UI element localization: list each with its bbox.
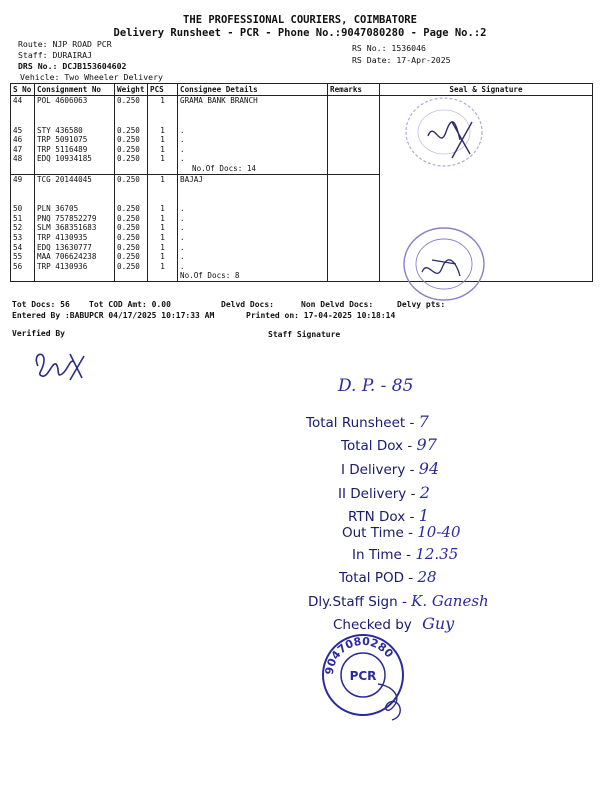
cell-remarks bbox=[328, 233, 380, 243]
cell-weight: 0.250 bbox=[115, 233, 148, 243]
col-sno: S No bbox=[11, 84, 35, 96]
cell-consignee: . bbox=[178, 223, 328, 233]
cell-remarks bbox=[328, 214, 380, 224]
cell-sno: 56 bbox=[11, 262, 35, 272]
cell-pcs: 1 bbox=[148, 145, 178, 155]
cell-remarks bbox=[328, 96, 380, 106]
dp-value: D. P. - 85 bbox=[338, 376, 414, 396]
dly-staff-sign-value: K. Ganesh bbox=[411, 592, 489, 610]
verified-signature bbox=[30, 344, 90, 384]
cell-consignee: . bbox=[178, 204, 328, 214]
cell-sno: 46 bbox=[11, 135, 35, 145]
cell-remarks bbox=[328, 252, 380, 262]
branch-stamp-1 bbox=[400, 92, 496, 182]
cell-remarks bbox=[328, 154, 380, 164]
in-time-line bbox=[352, 545, 458, 563]
cell-remarks bbox=[328, 204, 380, 214]
cell-weight: 0.250 bbox=[115, 252, 148, 262]
total-runsheet-value: 7 bbox=[418, 412, 429, 431]
seal-signature-scribble bbox=[372, 676, 412, 726]
cell-remarks bbox=[328, 126, 380, 136]
cell-sno: 48 bbox=[11, 154, 35, 164]
cell-consignment: POL 4606063 bbox=[35, 96, 115, 106]
checked-by-label: Checked by bbox=[333, 617, 412, 633]
out-time-value: 10-40 bbox=[417, 523, 461, 541]
cell-consignment: PLN 36705 bbox=[35, 204, 115, 214]
cell-remarks bbox=[328, 262, 380, 272]
col-consignee: Consignee Details bbox=[178, 84, 328, 96]
col-remarks: Remarks bbox=[328, 84, 380, 96]
cell-sno: 52 bbox=[11, 223, 35, 233]
rs-date: RS Date: 17-Apr-2025 bbox=[352, 55, 451, 65]
total-docs: Tot Docs: 56 bbox=[12, 300, 70, 309]
cell-consignment: PNQ 757852279 bbox=[35, 214, 115, 224]
docs-count: No.Of Docs: 14 bbox=[178, 164, 328, 174]
verified-by-label: Verified By bbox=[12, 329, 65, 338]
cell-consignment: TCG 20144045 bbox=[35, 174, 115, 184]
dly-staff-sign-label: Dly.Staff Sign - bbox=[308, 594, 407, 610]
cell-consignment: TRP 5116489 bbox=[35, 145, 115, 155]
cell-weight: 0.250 bbox=[115, 243, 148, 253]
second-delivery-value: 2 bbox=[419, 483, 430, 502]
cell-remarks bbox=[328, 135, 380, 145]
cell-pcs: 1 bbox=[148, 223, 178, 233]
delivered-docs: Delvd Docs: bbox=[221, 300, 274, 309]
company-title: THE PROFESSIONAL COURIERS, COIMBATORE bbox=[183, 14, 417, 26]
cell-remarks bbox=[328, 243, 380, 253]
col-seal-signature: Seal & Signature bbox=[380, 84, 593, 96]
cell-pcs: 1 bbox=[148, 252, 178, 262]
seal-number: 9047080280 bbox=[322, 634, 396, 676]
cell-consignee: GRAMA BANK BRANCH bbox=[178, 96, 328, 106]
cell-consignment: TRP 4130936 bbox=[35, 262, 115, 272]
cell-consignment: SLM 368351683 bbox=[35, 223, 115, 233]
col-consignment: Consignment No bbox=[35, 84, 115, 96]
dp-note bbox=[338, 376, 413, 396]
non-delivered-docs: Non Delvd Docs: bbox=[301, 300, 374, 309]
seal-text: PCR bbox=[349, 669, 377, 683]
cell-pcs: 1 bbox=[148, 96, 178, 106]
second-delivery-line bbox=[338, 483, 430, 502]
table-header-row bbox=[11, 84, 593, 96]
cell-pcs: 1 bbox=[148, 135, 178, 145]
cell-pcs: 1 bbox=[148, 233, 178, 243]
cell-sno: 49 bbox=[11, 174, 35, 184]
cell-weight: 0.250 bbox=[115, 96, 148, 106]
cell-weight: 0.250 bbox=[115, 154, 148, 164]
docs-count: No.Of Docs: 8 bbox=[178, 271, 328, 281]
staff-text: Staff: DURAIRAJ bbox=[18, 50, 92, 60]
cell-pcs: 1 bbox=[148, 174, 178, 184]
total-runsheet-label: Total Runsheet - bbox=[306, 415, 415, 431]
branch-stamp-2 bbox=[398, 224, 494, 308]
cell-consignee: . bbox=[178, 135, 328, 145]
cell-consignee: . bbox=[178, 145, 328, 155]
cell-consignment: TRP 4130935 bbox=[35, 233, 115, 243]
cell-pcs: 1 bbox=[148, 262, 178, 272]
total-dox-line bbox=[341, 435, 437, 454]
delivery-points: Delvy pts: bbox=[397, 300, 446, 309]
cell-pcs: 1 bbox=[148, 214, 178, 224]
cell-consignment: TRP 5091075 bbox=[35, 135, 115, 145]
cell-consignment: EDQ 13630777 bbox=[35, 243, 115, 253]
first-delivery-value: 94 bbox=[418, 459, 440, 478]
cell-consignee: BAJAJ bbox=[178, 174, 328, 184]
cell-weight: 0.250 bbox=[115, 262, 148, 272]
total-pod-label: Total POD - bbox=[339, 570, 414, 586]
cell-weight: 0.250 bbox=[115, 223, 148, 233]
cell-consignee: . bbox=[178, 214, 328, 224]
first-delivery-label: I Delivery - bbox=[341, 462, 415, 478]
total-runsheet-line bbox=[306, 412, 429, 431]
runsheet-title: Delivery Runsheet - PCR - Phone No.:9047080280 - Page No.:2 bbox=[113, 27, 487, 39]
vehicle-text: Vehicle: Two Wheeler Delivery bbox=[20, 72, 163, 82]
runsheet-table bbox=[10, 83, 593, 282]
cell-weight: 0.250 bbox=[115, 214, 148, 224]
rtn-dox-label: RTN Dox - bbox=[348, 509, 415, 525]
cell-remarks bbox=[328, 145, 380, 155]
cell-sno: 44 bbox=[11, 96, 35, 106]
cell-consignment: MAA 706624238 bbox=[35, 252, 115, 262]
cell-weight: 0.250 bbox=[115, 174, 148, 184]
col-pcs: PCS bbox=[148, 84, 178, 96]
cell-remarks bbox=[328, 223, 380, 233]
in-time-value: 12.35 bbox=[415, 545, 459, 563]
total-dox-label: Total Dox - bbox=[341, 438, 413, 454]
cell-remarks bbox=[328, 174, 380, 184]
cell-pcs: 1 bbox=[148, 154, 178, 164]
cell-sno: 45 bbox=[11, 126, 35, 136]
cell-weight: 0.250 bbox=[115, 145, 148, 155]
cell-sno: 53 bbox=[11, 233, 35, 243]
table-row bbox=[11, 96, 593, 106]
cell-consignee: . bbox=[178, 126, 328, 136]
total-pod-value: 28 bbox=[417, 568, 437, 586]
cell-consignment: EDQ 10934185 bbox=[35, 154, 115, 164]
cell-consignee: . bbox=[178, 243, 328, 253]
cell-pcs: 1 bbox=[148, 243, 178, 253]
in-time-label: In Time - bbox=[352, 547, 412, 563]
total-cod-amount: Tot COD Amt: 0.00 bbox=[89, 300, 171, 309]
cell-consignee: . bbox=[178, 252, 328, 262]
cell-consignee: . bbox=[178, 233, 328, 243]
rs-number: RS No.: 1536046 bbox=[352, 43, 426, 53]
staff-signature-label: Staff Signature bbox=[268, 330, 341, 339]
total-pod-line bbox=[339, 568, 437, 586]
col-weight: Weight bbox=[115, 84, 148, 96]
route-text: Route: NJP ROAD PCR bbox=[18, 39, 112, 49]
first-delivery-line bbox=[341, 459, 439, 478]
cell-consignment: STY 436580 bbox=[35, 126, 115, 136]
rtn-dox-value: 1 bbox=[418, 506, 429, 525]
cell-weight: 0.250 bbox=[115, 135, 148, 145]
cell-pcs: 1 bbox=[148, 126, 178, 136]
dly-staff-sign-line bbox=[308, 592, 489, 610]
cell-sno: 47 bbox=[11, 145, 35, 155]
out-time-line bbox=[342, 523, 461, 541]
cell-sno: 54 bbox=[11, 243, 35, 253]
cell-weight: 0.250 bbox=[115, 204, 148, 214]
checked-by-value: Guy bbox=[422, 614, 455, 633]
entered-by: Entered By :BABUPCR 04/17/2025 10:17:33 AM bbox=[12, 311, 215, 320]
out-time-label: Out Time - bbox=[342, 525, 413, 541]
cell-sno: 51 bbox=[11, 214, 35, 224]
drs-number: DRS No.: DCJB153604602 bbox=[18, 61, 127, 71]
second-delivery-label: II Delivery - bbox=[338, 486, 416, 502]
cell-pcs: 1 bbox=[148, 204, 178, 214]
cell-weight: 0.250 bbox=[115, 126, 148, 136]
table-row bbox=[11, 174, 593, 184]
printed-on: Printed on: 17-04-2025 10:18:14 bbox=[246, 311, 396, 320]
cell-consignee: . bbox=[178, 154, 328, 164]
cell-consignee: . bbox=[178, 262, 328, 272]
total-dox-value: 97 bbox=[416, 435, 437, 454]
cell-sno: 50 bbox=[11, 204, 35, 214]
cell-sno: 55 bbox=[11, 252, 35, 262]
